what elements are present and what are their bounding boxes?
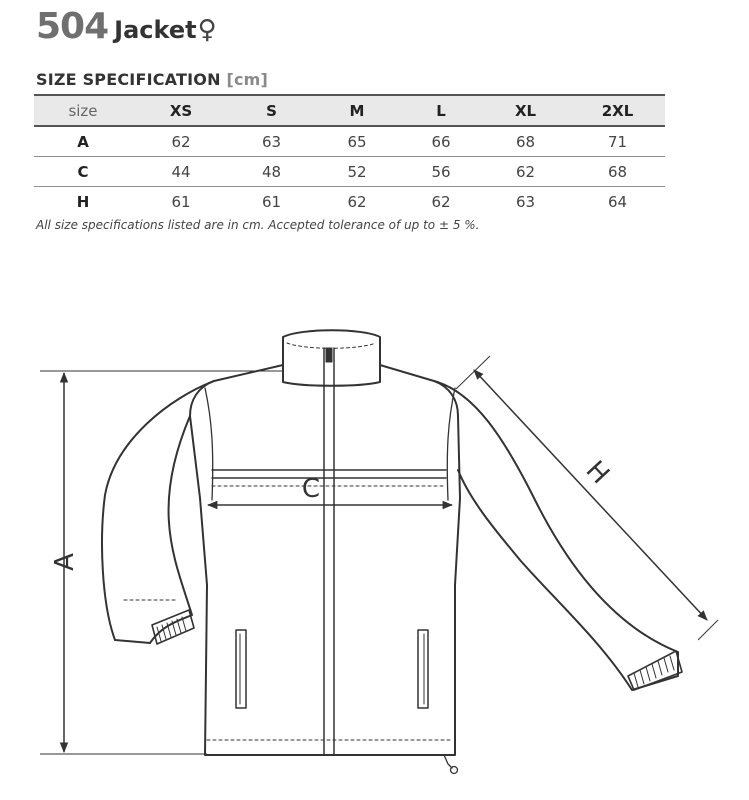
row-label: A: [34, 126, 132, 157]
column-header: XL: [481, 95, 570, 126]
row-label: H: [76, 192, 90, 211]
table-cell: 63: [515, 192, 536, 211]
right-pocket: [418, 630, 428, 708]
column-header: S: [230, 95, 313, 126]
column-header: size: [34, 95, 132, 126]
column-header: L: [401, 95, 481, 126]
left-sleeve: [102, 381, 214, 643]
dimension-c-label: C: [301, 474, 321, 504]
table-cell: 48: [230, 157, 313, 187]
table-cell: 71: [570, 126, 665, 157]
tolerance-note: All size specifications listed are in cm. Accepted tolerance of up to ± 5 %.: [36, 218, 480, 232]
table-cell: 65: [313, 126, 401, 157]
table-cell: 64: [607, 192, 628, 211]
column-header: M: [313, 95, 401, 126]
drawcord: [444, 755, 452, 768]
jacket-body-outline: [190, 365, 460, 755]
table-cell: 56: [401, 157, 481, 187]
row-label: C: [34, 157, 132, 187]
dimension-a-label: A: [50, 553, 80, 571]
right-sleeve: [434, 381, 678, 690]
table-cell: 63: [230, 126, 313, 157]
table-cell: 52: [313, 157, 401, 187]
product-name-text: Jacket: [114, 16, 197, 44]
jacket-zipper: [324, 348, 334, 755]
model-number: 504: [36, 6, 109, 47]
size-spec-title: SIZE SPECIFICATION: [36, 70, 221, 89]
table-cell: 62: [431, 192, 451, 211]
table-cell: 66: [401, 126, 481, 157]
table-cell: 68: [570, 157, 665, 187]
dimension-h-line: [474, 370, 707, 620]
left-pocket: [236, 630, 246, 708]
table-cell: 61: [261, 192, 282, 211]
dimension-h-label: H: [579, 455, 615, 491]
table-cell: 68: [481, 126, 570, 157]
table-cell: 61: [171, 192, 191, 211]
size-spec-unit: [cm]: [226, 70, 269, 89]
table-cell: 62: [481, 157, 570, 187]
female-symbol-icon: ♀: [197, 15, 217, 45]
column-header: 2XL: [570, 95, 665, 126]
column-header: XS: [132, 95, 230, 126]
table-cell: 62: [347, 192, 367, 211]
table-cell: 62: [132, 126, 230, 157]
table-cell: 44: [132, 157, 230, 187]
